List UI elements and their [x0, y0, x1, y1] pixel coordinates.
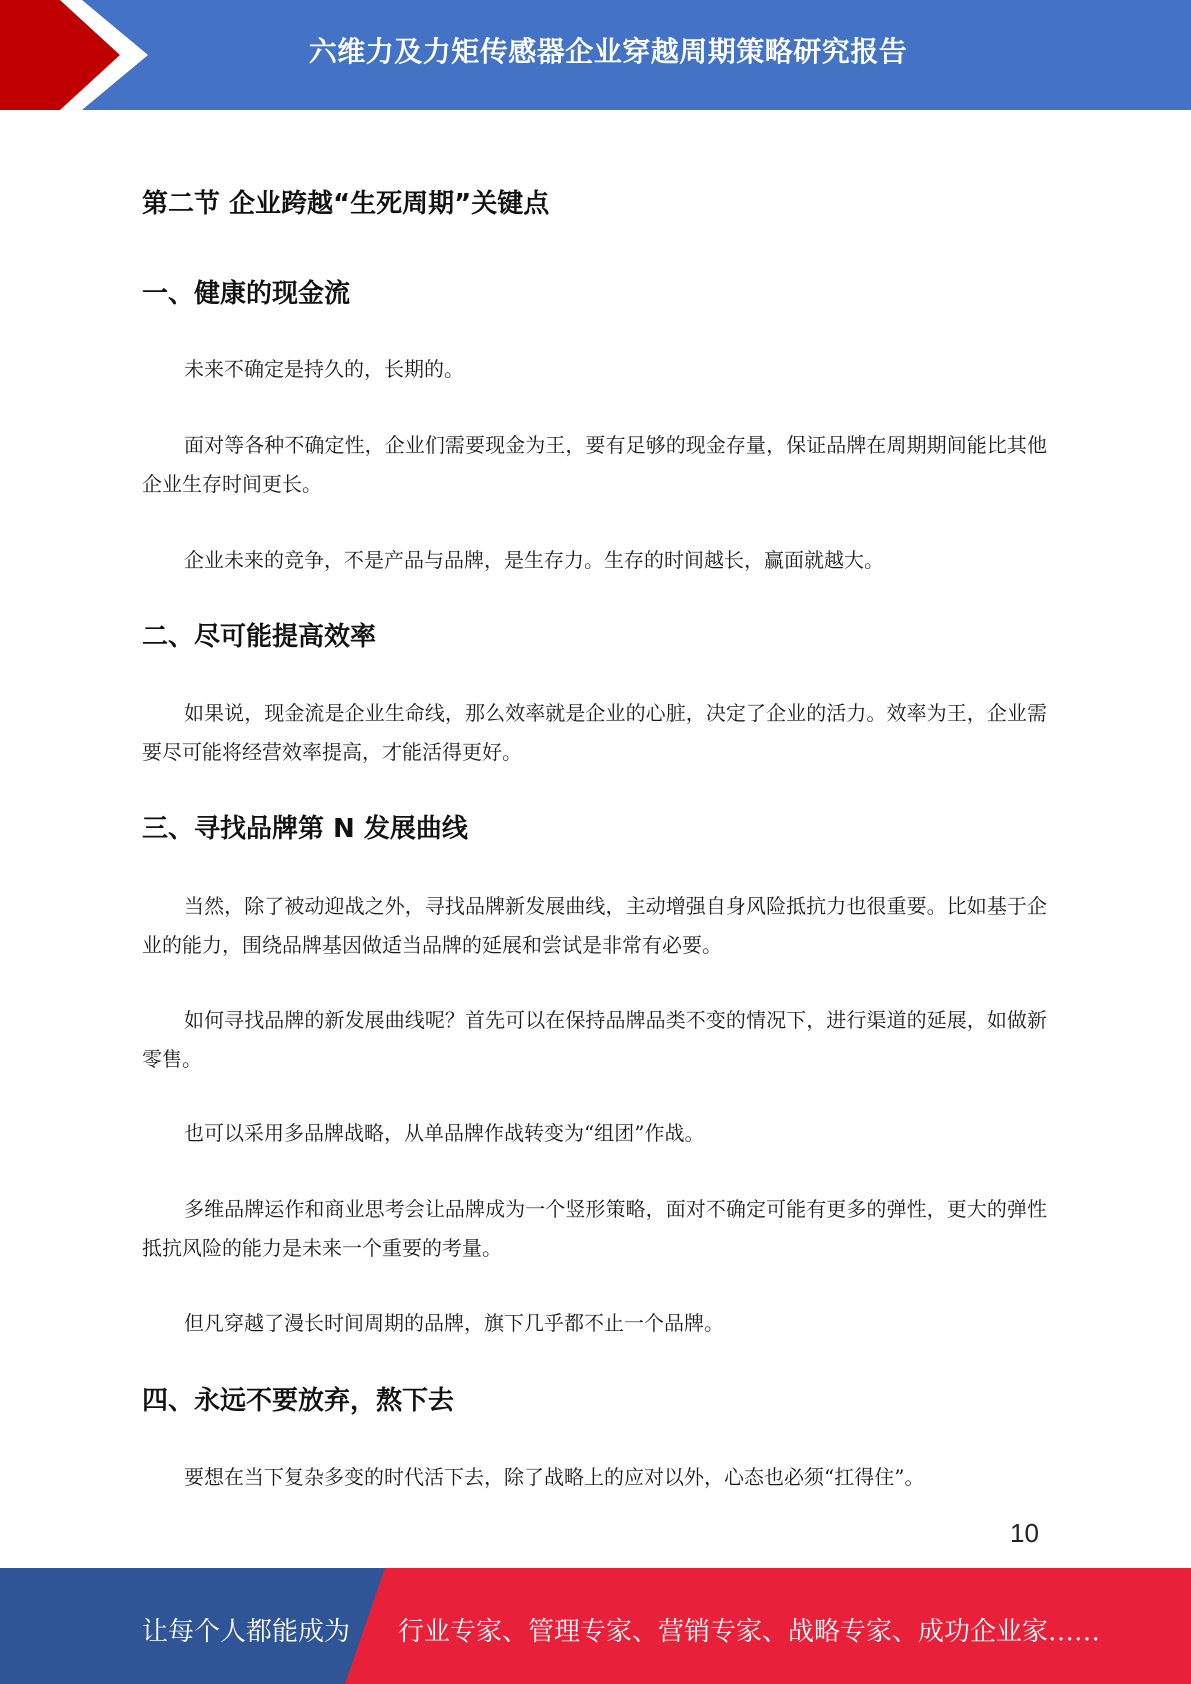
paragraph: 多维品牌运作和商业思考会让品牌成为一个竖形策略，面对不确定可能有更多的弹性，更大的弹性抵抗风险的能力是未来一个重要的考量。: [142, 1197, 1047, 1260]
section-title: 第二节 企业跨越“生死周期”关键点: [142, 189, 550, 219]
paragraph: 企业未来的竞争，不是产品与品牌，是生存力。生存的时间越长，赢面就越大。: [184, 548, 884, 572]
paragraph: 要想在当下复杂多变的时代活下去，除了战略上的应对以外，心态也必须“扛得住”。: [184, 1465, 925, 1489]
paragraph: 但凡穿越了漫长时间周期的品牌，旗下几乎都不止一个品牌。: [184, 1311, 724, 1335]
subsection-title-3: 三、寻找品牌第 N 发展曲线: [142, 814, 468, 844]
footer-slogan-right: 行业专家、管理专家、营销专家、战略专家、成功企业家……: [398, 1617, 1101, 1647]
header-banner: [0, 0, 1191, 110]
subsection-title-1: 一、健康的现金流: [142, 279, 351, 309]
footer-banner: [0, 1568, 1191, 1684]
paragraph: 当然，除了被动迎战之外，寻找品牌新发展曲线，主动增强自身风险抵抗力也很重要。比如基于企业的能力，围绕品牌基因做适当品牌的延展和尝试是非常有必要。: [142, 894, 1047, 957]
paragraph: 如果说，现金流是企业生命线，那么效率就是企业的心脏，决定了企业的活力。效率为王，企业需要尽可能将经营效率提高，才能活得更好。: [142, 701, 1047, 764]
paragraph: 也可以采用多品牌战略，从单品牌作战转变为“组团”作战。: [184, 1121, 705, 1145]
page-number: 10: [1010, 1518, 1039, 1548]
subsection-title-4: 四、永远不要放弃，熬下去: [142, 1386, 455, 1416]
paragraph: 面对等各种不确定性，企业们需要现金为王，要有足够的现金存量，保证品牌在周期期间能比其他企业生存时间更长。: [142, 433, 1047, 496]
footer-slogan-left: 让每个人都能成为: [142, 1617, 351, 1647]
subsection-title-2: 二、尽可能提高效率: [142, 622, 377, 652]
paragraph: 如何寻找品牌的新发展曲线呢？首先可以在保持品牌品类不变的情况下，进行渠道的延展，如做新零售。: [142, 1008, 1047, 1071]
report-title: 六维力及力矩传感器企业穿越周期策略研究报告: [308, 35, 908, 68]
paragraph: 未来不确定是持久的，长期的。: [184, 357, 464, 381]
